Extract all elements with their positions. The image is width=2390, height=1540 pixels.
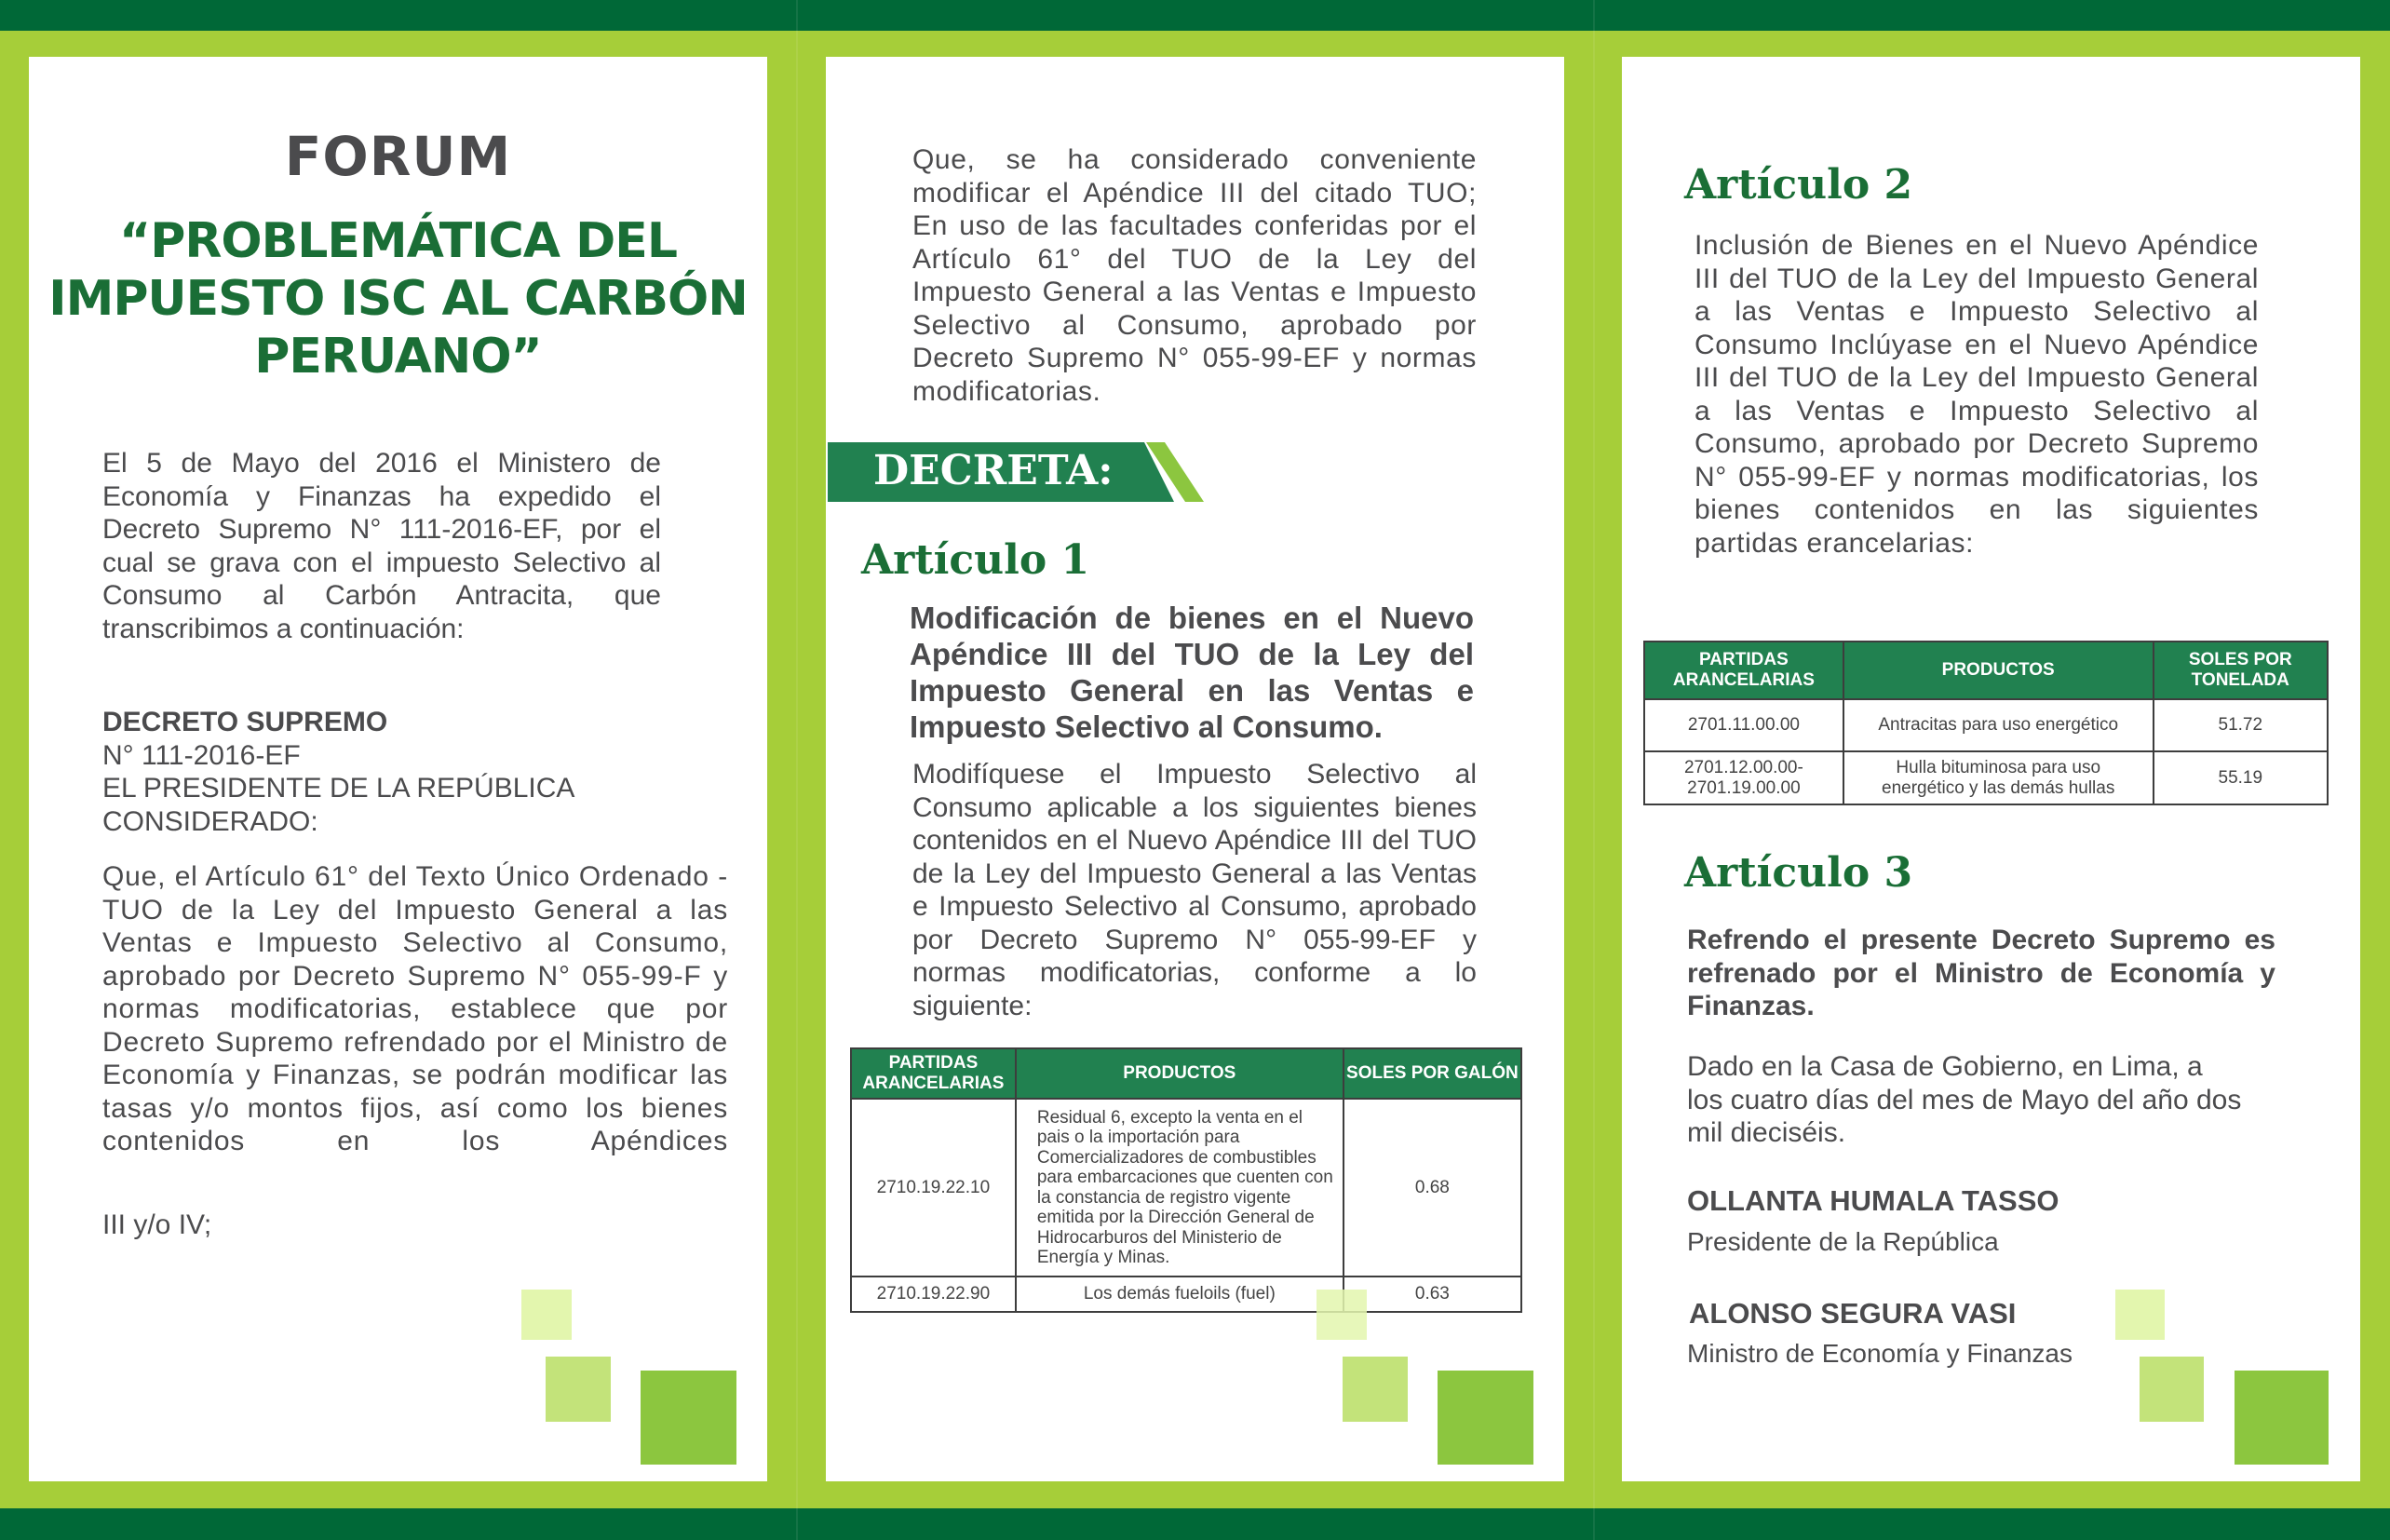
forum-heading: FORUM: [284, 125, 512, 188]
decor-square: [641, 1371, 736, 1465]
decor-square: [521, 1290, 572, 1340]
header-soles: SOLES POR TONELADA: [2154, 642, 2328, 699]
signer-1-title: Presidente de la República: [1687, 1227, 1999, 1256]
intro-paragraph: Que, se ha considerado conveniente modificar el Apéndice III del citado TUO; En uso de las facultades conferidas por el Artículo 61° del TUO de la Ley del Impuesto General a las Ventas e Impuesto Selectivo al Consumo, aprobado por Decreto Supremo N° 055-99-EF y normas modificatorias.: [912, 144, 1477, 407]
article-3-heading: Artículo 3: [1684, 849, 1913, 897]
cell-product: Antracitas para uso energético: [1843, 699, 2154, 751]
decor-square: [1343, 1357, 1408, 1422]
considerando-paragraph: Que, el Artículo 61° del Texto Único Ordenado - TUO de la Ley del Impuesto General a las Ventas e Impuesto Selectivo al Consumo, aprobado por Decreto Supremo N° 055-99-F y normas modificatorias, establece que por Decreto Supremo refrendado por el Ministro de Economía y Finanzas, se podrán modificar las tasas y/o montos fijos, así como los bienes contenidos en los Apéndices: [102, 861, 728, 1156]
top-bar: [0, 0, 2390, 31]
title-line: IMPUESTO ISC AL CARBÓN: [48, 271, 748, 327]
decor-square: [546, 1357, 611, 1422]
decor-square: [2140, 1357, 2204, 1422]
cell-product: Los demás fueloils (fuel): [1016, 1277, 1344, 1312]
title-line: PERUANO”: [254, 329, 542, 385]
signer-2-title: Ministro de Economía y Finanzas: [1687, 1339, 2073, 1368]
header-partidas: PARTIDAS ARANCELARIAS: [851, 1048, 1016, 1099]
cell-code: 2701.12.00.00- 2701.19.00.00: [1644, 751, 1843, 804]
cell-value: 55.19: [2154, 751, 2328, 804]
header-productos: PRODUCTOS: [1016, 1048, 1344, 1099]
intro-paragraph: El 5 de Mayo del 2016 el Ministero de Economía y Finanzas ha expedido el Decreto Supremo N° 111-2016-EF, por el cual se grava con el impuesto Selectivo al Consumo al Carbón Antracita, que transcribimos a continuación:: [102, 448, 661, 644]
article-1-heading: Artículo 1: [861, 536, 1090, 584]
table-row: [1644, 699, 2328, 751]
given-statement: Dado en la Casa de Gobierno, en Lima, a los cuatro días del mes de Mayo del año dos mil dieciséis.: [1687, 1051, 2242, 1148]
cell-value: 0.63: [1344, 1277, 1521, 1312]
article-3-body: Refrendo el presente Decreto Supremo es refrenado por el Ministro de Economía y Finanzas.: [1687, 925, 2275, 1021]
coal-tariff-table: [1643, 641, 2329, 805]
decor-square: [2235, 1371, 2329, 1465]
considerando-end: III y/o IV;: [102, 1209, 212, 1240]
table-row: [1644, 751, 2328, 804]
article-1-title: Modificación de bienes en el Nuevo Apéndice III del TUO de la Ley del Impuesto General en las Ventas e Impuesto Selectivo al Consumo.: [910, 601, 1474, 744]
cell-code: 2710.19.22.10: [851, 1099, 1016, 1277]
considerado-label: CONSIDERADO:: [102, 805, 318, 837]
signer-2-name: ALONSO SEGURA VASI: [1689, 1297, 2017, 1330]
header-partidas: PARTIDAS ARANCELARIAS: [1644, 642, 1843, 699]
cell-product: Residual 6, excepto la venta en el pais o la importación para Comercializadores de combustibles para embarcaciones que cuenten con la constancia de registro vigente emitida por la Dirección General de Hidrocarburos del Ministerio de Energía y Minas.: [1016, 1099, 1344, 1277]
president-line: EL PRESIDENTE DE LA REPÚBLICA: [102, 773, 575, 804]
table-row: [851, 1277, 1521, 1312]
cell-product: Hulla bituminosa para uso energético y las demás hullas: [1843, 751, 2154, 804]
decor-square: [1317, 1290, 1367, 1340]
decor-square: [1438, 1371, 1533, 1465]
table-row: [851, 1099, 1521, 1277]
cell-code: 2710.19.22.90: [851, 1277, 1016, 1312]
cell-value: 51.72: [2154, 699, 2328, 751]
cell-value: 0.68: [1344, 1099, 1521, 1277]
article-1-body: Modifíquese el Impuesto Selectivo al Consumo aplicable a los siguientes bienes contenidos en el Nuevo Apéndice III del TUO de la Ley del Impuesto General a las Ventas e Impuesto Selectivo al Consumo, aprobado por Decreto Supremo N° 055-99-EF y normas modificatorias, conforme a lo siguiente:: [912, 759, 1477, 1021]
fold-line: [1593, 0, 1595, 1540]
header-productos: PRODUCTOS: [1843, 642, 2154, 699]
forum-title: [47, 212, 749, 385]
decreta-label: DECRETA:: [873, 447, 1114, 494]
fuel-tariff-table: [850, 1047, 1522, 1313]
fold-line: [796, 0, 798, 1540]
cell-code: 2701.11.00.00: [1644, 699, 1843, 751]
signer-1-name: OLLANTA HUMALA TASSO: [1687, 1184, 2059, 1217]
decor-square: [2115, 1290, 2165, 1340]
article-2-heading: Artículo 2: [1684, 161, 1913, 209]
decreto-heading: DECRETO SUPREMO: [102, 707, 388, 737]
decreto-block: [102, 706, 698, 838]
header-soles: SOLES POR GALÓN: [1344, 1048, 1521, 1099]
article-2-body: Inclusión de Bienes en el Nuevo Apéndice III del TUO de la Ley del Impuesto General a las Ventas e Impuesto Selectivo al Consumo Inclúyase en el Nuevo Apéndice III del TUO de la Ley del Impuesto General a las Ventas e Impuesto Selectivo al Consumo, aprobado por Decreto Supremo N° 055-99-EF y normas modificatorias, los bienes contenidos en las siguientes partidas erancelarias:: [1695, 230, 2259, 559]
title-line: “PROBLEMÁTICA DEL: [119, 213, 677, 269]
bottom-bar: [0, 1508, 2390, 1540]
decreto-number: N° 111-2016-EF: [102, 739, 301, 771]
